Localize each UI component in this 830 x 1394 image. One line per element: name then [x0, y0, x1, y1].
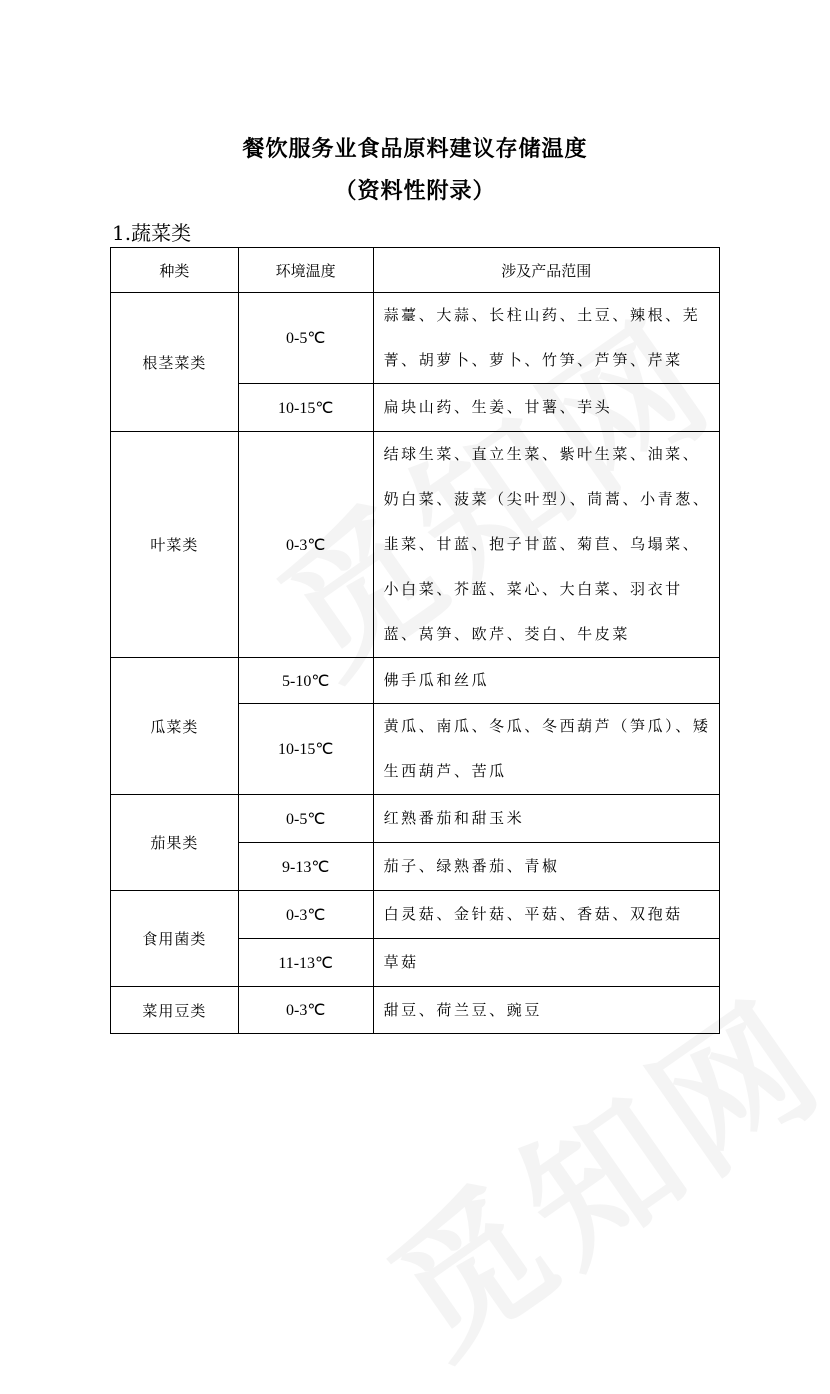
products-cell: 茄子、绿熟番茄、青椒: [373, 843, 719, 891]
temperature-cell: 10-15℃: [238, 704, 373, 795]
table-row: [111, 795, 720, 843]
temperature-cell: 11-13℃: [238, 939, 373, 987]
document-subtitle: （资料性附录）: [334, 178, 496, 204]
category-cell: 瓜菜类: [111, 658, 239, 795]
products-cell: 结球生菜、直立生菜、紫叶生菜、油菜、奶白菜、菠菜（尖叶型）、茼蒿、小青葱、韭菜、甘蓝、抱子甘蓝、菊苣、乌塌菜、小白菜、芥蓝、菜心、大白菜、羽衣甘蓝、莴笋、欧芹、茭白、牛皮菜: [373, 432, 719, 658]
document-title: 餐饮服务业食品原料建议存储温度: [242, 136, 588, 162]
category-cell: 食用菌类: [111, 891, 239, 987]
table-row: [111, 293, 720, 384]
table-row: [111, 987, 720, 1034]
table-row: [111, 432, 720, 658]
temperature-cell: 0-3℃: [238, 891, 373, 939]
storage-temperature-table: [110, 247, 720, 1034]
table-row: [111, 658, 720, 704]
table-row: [111, 891, 720, 939]
header-products: 涉及产品范围: [373, 248, 719, 293]
products-cell: 白灵菇、金针菇、平菇、香菇、双孢菇: [373, 891, 719, 939]
temperature-cell: 0-5℃: [238, 795, 373, 843]
table-header-row: [111, 248, 720, 293]
category-cell: 茄果类: [111, 795, 239, 891]
products-cell: 蒜薹、大蒜、长柱山药、土豆、辣根、芜菁、胡萝卜、萝卜、竹笋、芦笋、芹菜: [373, 293, 719, 384]
section-heading: 1.蔬菜类: [112, 221, 192, 245]
category-cell: 根茎菜类: [111, 293, 239, 432]
category-cell: 叶菜类: [111, 432, 239, 658]
temperature-cell: 5-10℃: [238, 658, 373, 704]
header-category: 种类: [111, 248, 239, 293]
header-temperature: 环境温度: [238, 248, 373, 293]
products-cell: 草菇: [373, 939, 719, 987]
products-cell: 黄瓜、南瓜、冬瓜、冬西葫芦（笋瓜）、矮生西葫芦、苦瓜: [373, 704, 719, 795]
products-cell: 甜豆、荷兰豆、豌豆: [373, 987, 719, 1034]
temperature-cell: 0-5℃: [238, 293, 373, 384]
category-cell: 菜用豆类: [111, 987, 239, 1034]
temperature-cell: 9-13℃: [238, 843, 373, 891]
products-cell: 红熟番茄和甜玉米: [373, 795, 719, 843]
temperature-cell: 0-3℃: [238, 987, 373, 1034]
products-cell: 扁块山药、生姜、甘薯、芋头: [373, 384, 719, 432]
temperature-cell: 10-15℃: [238, 384, 373, 432]
products-cell: 佛手瓜和丝瓜: [373, 658, 719, 704]
temperature-cell: 0-3℃: [238, 432, 373, 658]
